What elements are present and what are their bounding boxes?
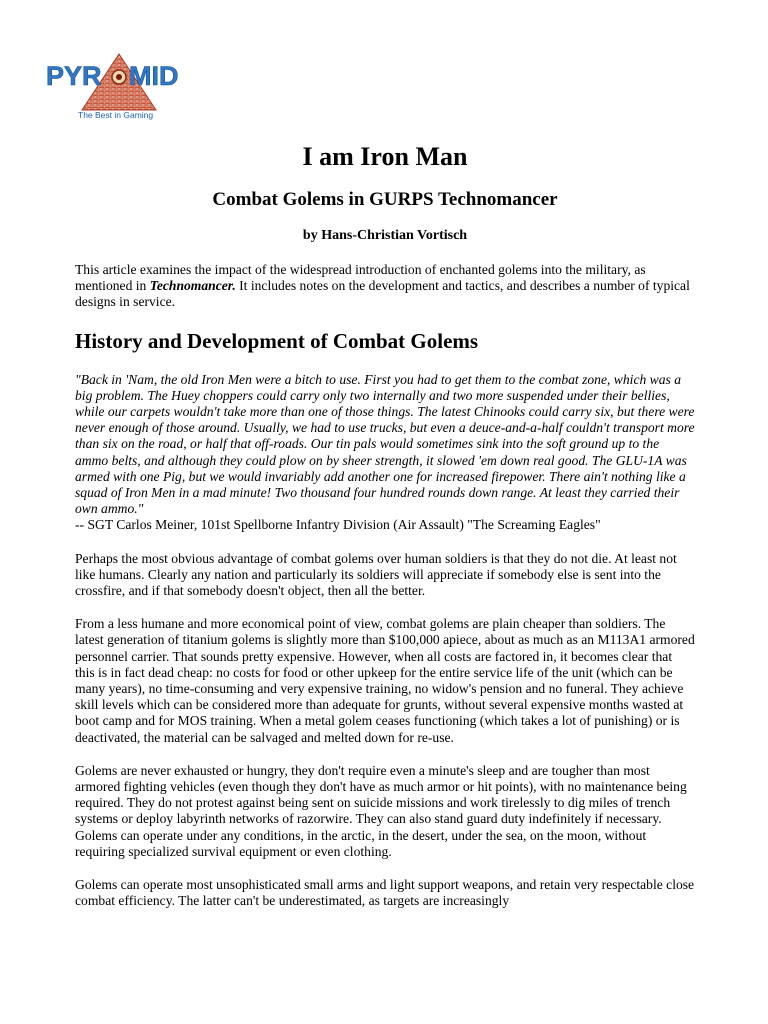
body-paragraph: From a less humane and more economical point of view, combat golems are plain cheaper than soldiers. The latest generation of titanium golems is slightly more than $100,000 apiece, about as much as an M113A1 armored personnel carrier. That sounds pretty expensive. However, when all costs are factored in, it becomes clear that this is in fact dead cheap: no costs for food or other upkeep for the entire service life of the unit (which can be many years), no time-consuming and very expensive training, no widow's pension and no funeral. They achieve skill levels which can be considered more than adequate for grunts, without several expensive months wasted at boot camp and for MOS training. When a metal golem ceases functioning (which takes a lot of punishing) or is deactivated, the material can be salvaged and melted down for re-use. xyxy=(75,616,695,745)
section-heading: History and Development of Combat Golems xyxy=(75,328,479,353)
article-byline: by Hans-Christian Vortisch xyxy=(302,228,468,243)
epigraph-attribution: -- SGT Carlos Meiner, 101st Spellborne Infantry Division (Air Assault) "The Screaming Eagles" xyxy=(75,517,601,533)
article-subtitle: Combat Golems in GURPS Technomancer xyxy=(212,189,558,210)
body-paragraph: Golems can operate most unsophisticated small arms and light support weapons, and retain very respectable close combat efficiency. The latter can't be underestimated, as targets are increasingly xyxy=(75,877,695,909)
pyramid-logo[interactable] xyxy=(44,52,194,122)
intro-text-start: This article examines the impact of the widespread introduction of enchanted golems into the military, as mentioned in xyxy=(75,262,646,294)
intro-paragraph xyxy=(75,262,695,311)
intro-text-end: It includes notes on the development and tactics, and describes a number of typical designs in service. xyxy=(75,278,690,310)
logo-tagline: The Best in Gaming xyxy=(78,110,154,120)
pyramid-logo-graphic xyxy=(44,52,194,112)
epigraph-quote: "Back in 'Nam, the old Iron Men were a bitch to use. First you had to get them to the combat zone, which was a big problem. The Huey choppers could carry only two internally and two more suspended under their bellies, while our carpets wouldn't take more than one of those things. The latest Chinooks could carry six, but there were never enough of those around. Usually, we had to use trucks, but even a deuce-and-a-half couldn't transport more than six on the road, or half that off-roads. Our tin pals would sometimes sink into the soft ground up to the ammo belts, and although they could plow on by sheer strength, it slowed 'em down real good. The GLU-1A was armed with one Pig, but we would invariably add another one for increased firepower. There ain't nothing like a squad of Iron Men in a mad minute! Two thousand four hundred rounds down range. At least they carried their own ammo." xyxy=(75,371,695,517)
logo-letters-left: PYR xyxy=(46,61,102,91)
body-paragraph: Perhaps the most obvious advantage of combat golems over human soldiers is that they do not die. At least not like humans. Clearly any nation and particularly its soldiers will appreciate if somebody else is sent into the crossfire, and if that somebody doesn't object, then all the better. xyxy=(75,550,677,599)
body-paragraph: Golems are never exhausted or hungry, they don't require even a minute's sleep and are tougher than most armored fighting vehicles (even though they don't have as much armor or hit points), with no maintenance being required. They do not protest against being sent on suicide missions and work tirelessly to dig miles of trench systems or deploy labyrinth networks of razorwire. They can also stand guard duty indefinitely if necessary. Golems can operate under any conditions, in the arctic, in the desert, under the sea, on the moon, without requiring specialized survival equipment or even clothing. xyxy=(75,762,687,859)
article-title: I am Iron Man xyxy=(302,142,468,171)
logo-letters-right: MID xyxy=(129,61,179,91)
intro-emphasis: Technomancer. xyxy=(149,278,236,294)
article-body xyxy=(75,142,695,910)
